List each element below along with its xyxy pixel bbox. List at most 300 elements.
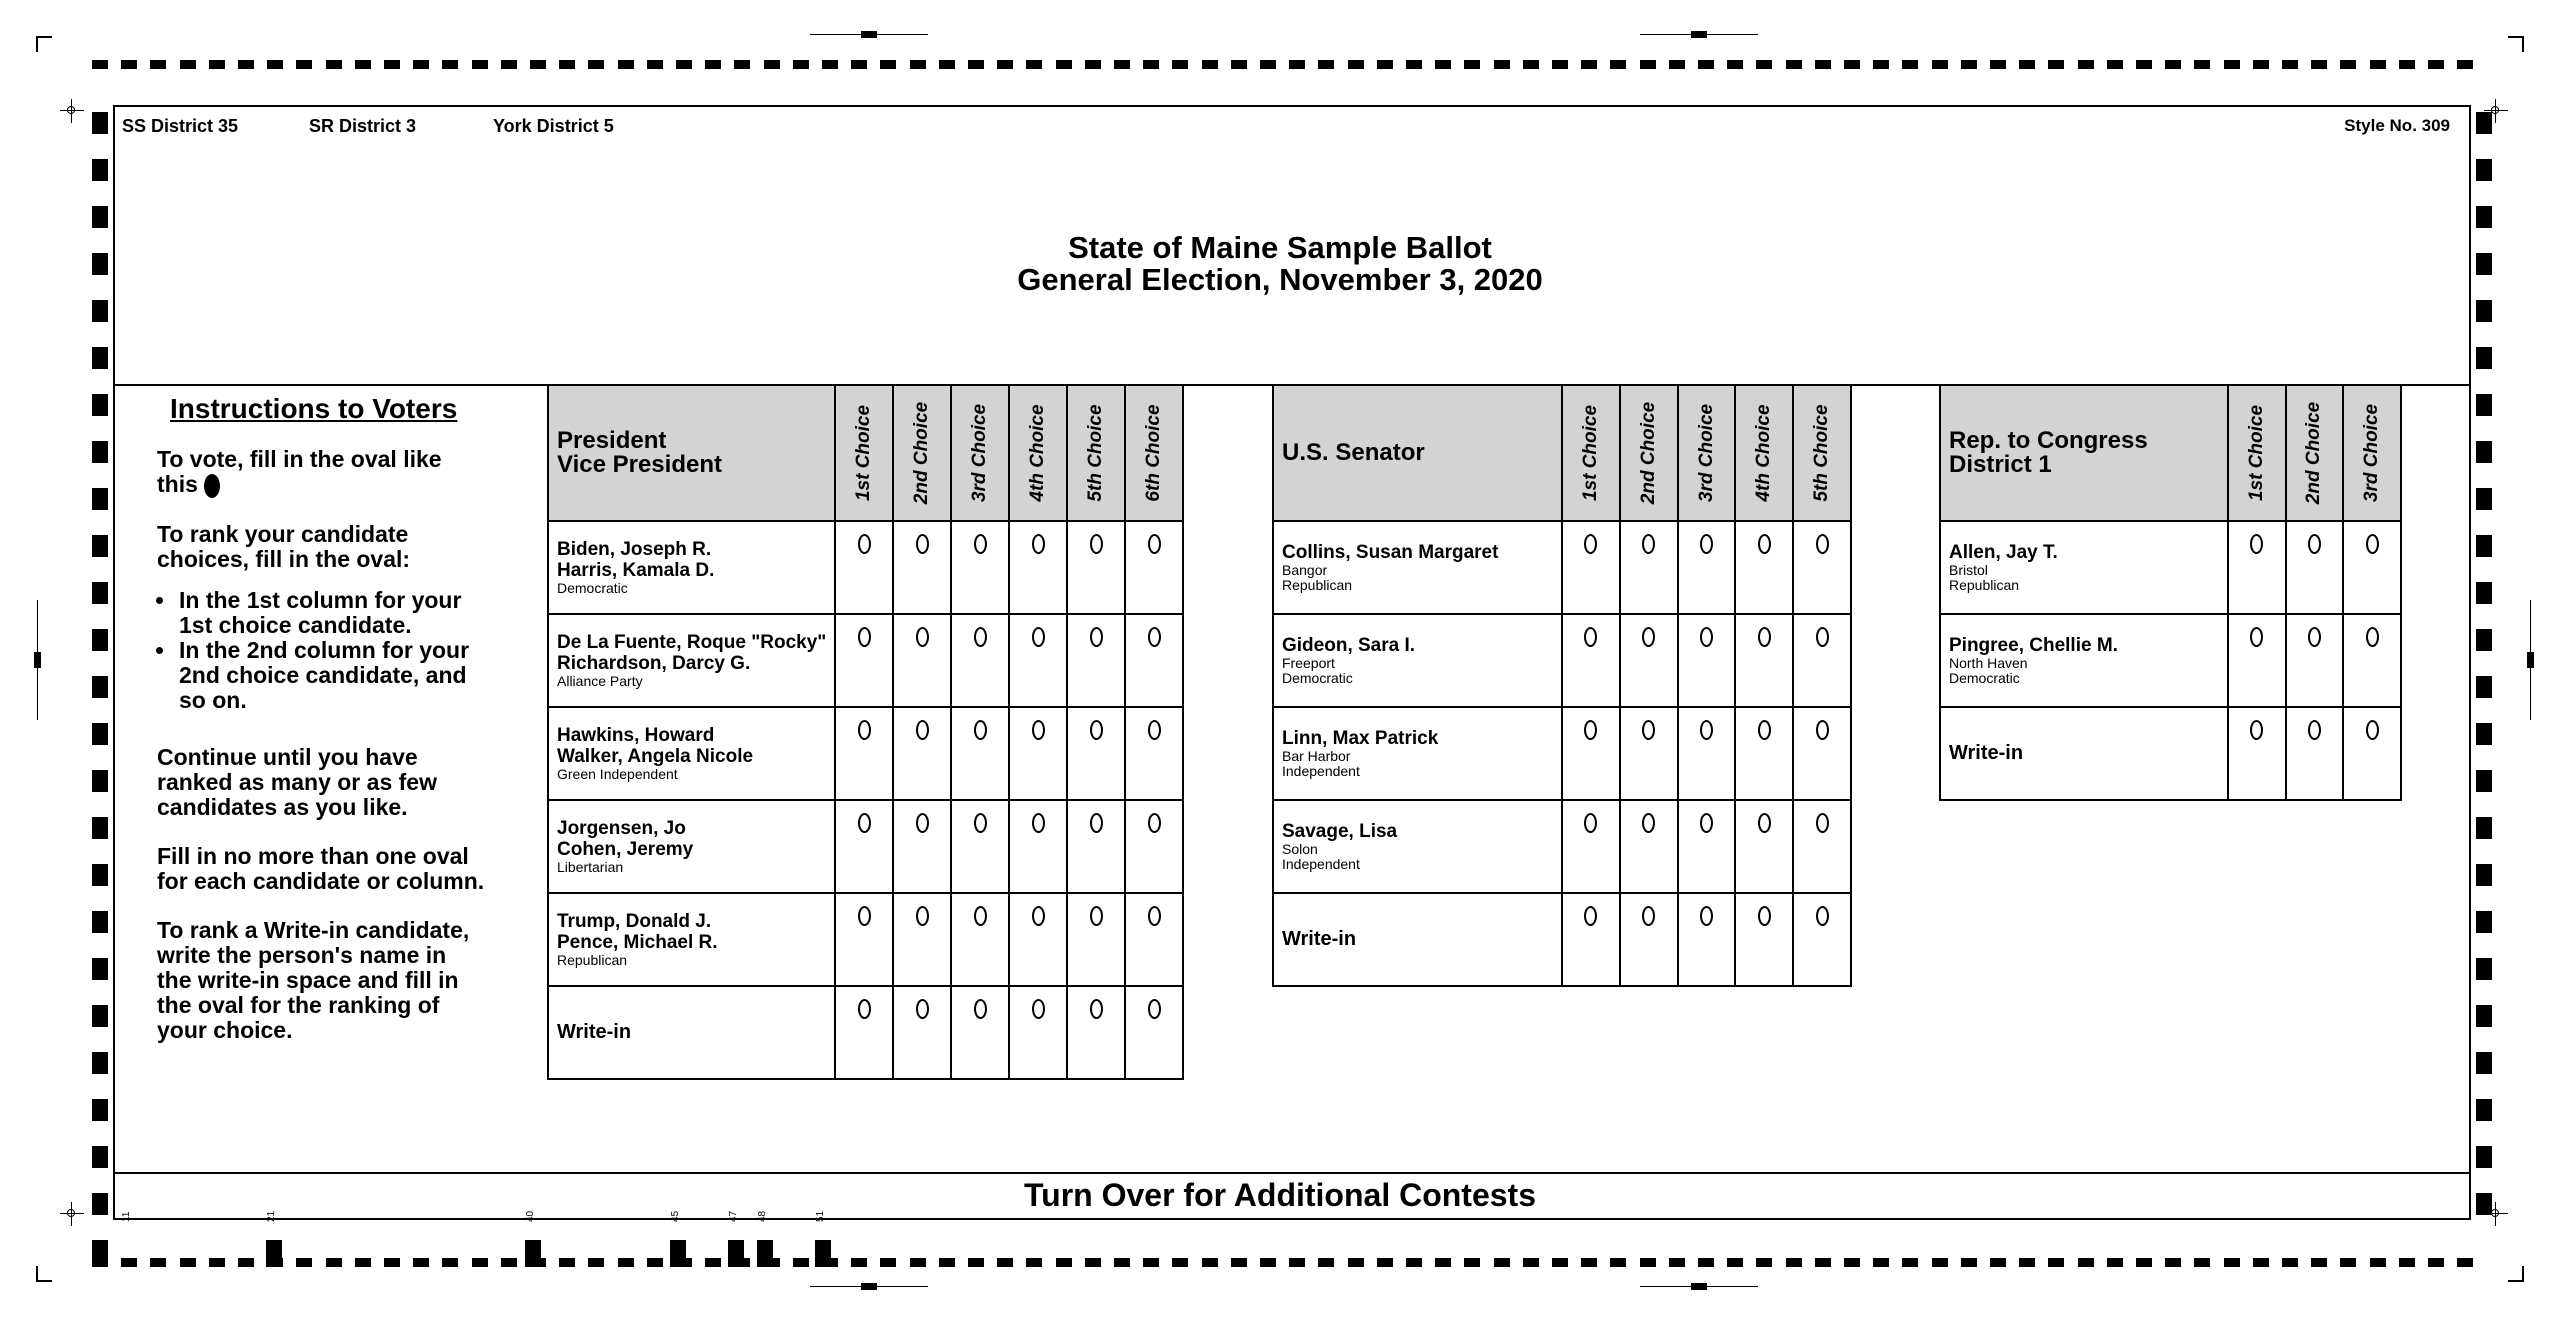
writein-row — [1940, 707, 2401, 800]
writein-cell[interactable] — [548, 986, 835, 1079]
timing-mark — [525, 1240, 541, 1267]
timing-number: 48 — [757, 1210, 768, 1222]
timing-mark — [1932, 1258, 1948, 1267]
vote-oval-cell[interactable] — [1562, 893, 1620, 986]
timing-mark — [92, 1005, 108, 1027]
timing-mark — [1815, 1258, 1831, 1267]
vote-oval-cell[interactable] — [1125, 521, 1183, 614]
vote-oval[interactable] — [2366, 534, 2379, 554]
vote-oval[interactable] — [858, 813, 871, 833]
vote-oval[interactable] — [2308, 720, 2321, 740]
candidate-cell — [548, 800, 835, 893]
vote-oval-cell[interactable] — [1678, 893, 1736, 986]
vote-oval-cell[interactable] — [1793, 521, 1851, 614]
timing-mark — [1085, 60, 1101, 69]
office-congress-line1: Rep. to Congress — [1949, 427, 2148, 454]
running-mate-name: Harris, Kamala D. — [557, 560, 715, 581]
timing-mark — [2476, 1052, 2492, 1074]
vote-oval-cell[interactable] — [835, 614, 893, 707]
timing-mark — [1289, 1258, 1305, 1267]
vote-oval-cell[interactable] — [1067, 893, 1125, 986]
vote-oval[interactable] — [974, 813, 987, 833]
candidate-cell — [548, 521, 835, 614]
vote-oval-cell[interactable] — [2286, 521, 2344, 614]
vote-oval[interactable] — [1148, 906, 1161, 926]
vote-oval[interactable] — [2250, 627, 2263, 647]
vote-oval[interactable] — [2308, 534, 2321, 554]
vote-oval[interactable] — [1032, 999, 1045, 1019]
vote-oval[interactable] — [1032, 906, 1045, 926]
writein-row — [548, 986, 1183, 1079]
vote-oval[interactable] — [1032, 534, 1045, 554]
vote-oval-cell[interactable] — [951, 614, 1009, 707]
timing-mark — [1494, 60, 1510, 69]
timing-mark — [968, 60, 984, 69]
timing-mark — [851, 1258, 867, 1267]
vote-oval-cell[interactable] — [1125, 986, 1183, 1079]
timing-mark — [442, 60, 458, 69]
vote-oval[interactable] — [1816, 813, 1829, 833]
vote-oval[interactable] — [1090, 627, 1103, 647]
timing-mark — [326, 1258, 342, 1267]
timing-mark — [1143, 1258, 1159, 1267]
vote-oval-cell[interactable] — [951, 893, 1009, 986]
timing-mark — [472, 1258, 488, 1267]
timing-mark — [2311, 60, 2327, 69]
timing-mark — [266, 1240, 282, 1267]
vote-oval-cell[interactable] — [951, 800, 1009, 893]
timing-number: 51 — [815, 1210, 826, 1222]
vote-oval-cell[interactable] — [1009, 614, 1067, 707]
timing-mark — [2476, 441, 2492, 463]
timing-mark — [1698, 60, 1714, 69]
vote-oval-cell[interactable] — [1125, 893, 1183, 986]
timing-number: 47 — [728, 1210, 739, 1222]
timing-mark — [705, 1258, 721, 1267]
vote-oval-cell[interactable] — [1067, 707, 1125, 800]
vote-oval-cell[interactable] — [835, 707, 893, 800]
vote-oval[interactable] — [1148, 813, 1161, 833]
timing-mark — [2476, 958, 2492, 980]
vote-oval-cell[interactable] — [1735, 707, 1793, 800]
vote-oval[interactable] — [916, 627, 929, 647]
vote-oval-cell[interactable] — [1067, 521, 1125, 614]
vote-oval[interactable] — [2250, 534, 2263, 554]
vote-oval-cell[interactable] — [2228, 614, 2286, 707]
vote-oval-cell[interactable] — [1678, 614, 1736, 707]
timing-mark — [1932, 60, 1948, 69]
timing-mark — [1114, 60, 1130, 69]
style-number: Style No. 309 — [2344, 116, 2450, 135]
vote-oval-cell[interactable] — [1678, 707, 1736, 800]
vote-oval[interactable] — [974, 627, 987, 647]
writein-cell[interactable] — [1273, 893, 1562, 986]
vote-oval-cell[interactable] — [893, 707, 951, 800]
vote-oval[interactable] — [1032, 720, 1045, 740]
timing-mark — [2340, 1258, 2356, 1267]
timing-mark — [1815, 60, 1831, 69]
instructions-panel — [157, 393, 487, 1067]
candidate-cell — [1273, 521, 1562, 614]
vote-oval[interactable] — [1816, 906, 1829, 926]
vote-oval[interactable] — [2366, 627, 2379, 647]
candidate-party: Republican — [1282, 577, 1353, 593]
vote-oval[interactable] — [1700, 813, 1713, 833]
vote-oval[interactable] — [974, 999, 987, 1019]
timing-mark — [1902, 1258, 1918, 1267]
vote-oval-cell[interactable] — [1620, 893, 1678, 986]
vote-oval-cell[interactable] — [1009, 986, 1067, 1079]
district-york: York District 5 — [493, 116, 614, 136]
candidate-party: Green Independent — [557, 766, 678, 782]
candidate-name: Pingree, Chellie M. — [1949, 635, 2118, 656]
timing-mark — [1698, 1258, 1714, 1267]
vote-oval-cell[interactable] — [1562, 521, 1620, 614]
timing-mark — [1756, 1258, 1772, 1267]
ballot-subtitle: General Election, November 3, 2020 — [1017, 262, 1543, 297]
vote-oval-cell[interactable] — [1125, 614, 1183, 707]
candidate-row — [548, 800, 1183, 893]
vote-oval[interactable] — [2308, 627, 2321, 647]
vote-oval-cell[interactable] — [1562, 707, 1620, 800]
vote-oval-cell[interactable] — [893, 614, 951, 707]
candidate-cell — [1273, 614, 1562, 707]
vote-oval-cell[interactable] — [893, 986, 951, 1079]
timing-mark — [92, 441, 108, 463]
vote-oval[interactable] — [1642, 534, 1655, 554]
candidate-party: Democratic — [1949, 670, 2020, 686]
vote-oval-cell[interactable] — [1009, 893, 1067, 986]
candidate-row — [548, 614, 1183, 707]
timing-mark — [92, 112, 108, 134]
vote-oval-cell[interactable] — [893, 893, 951, 986]
instruction-continue: Continue until you have ranked as many or as few candidates as you like. — [157, 743, 437, 820]
vote-oval[interactable] — [1090, 813, 1103, 833]
vote-oval-cell[interactable] — [1067, 614, 1125, 707]
timing-mark — [92, 347, 108, 369]
vote-oval-cell[interactable] — [1793, 614, 1851, 707]
timing-mark — [2476, 864, 2492, 886]
vote-oval-cell[interactable] — [1067, 986, 1125, 1079]
timing-mark — [2282, 1258, 2298, 1267]
vote-oval-cell[interactable] — [1620, 800, 1678, 893]
timing-mark — [2019, 60, 2035, 69]
vote-oval-cell[interactable] — [1125, 800, 1183, 893]
footer-separator — [113, 1172, 2471, 1174]
vote-oval-cell[interactable] — [1009, 707, 1067, 800]
vote-oval[interactable] — [1584, 906, 1597, 926]
vote-oval[interactable] — [1032, 813, 1045, 833]
timing-mark — [1435, 60, 1451, 69]
timing-mark — [92, 60, 108, 69]
contest-senator — [1272, 384, 1852, 987]
vote-oval[interactable] — [2250, 720, 2263, 740]
vote-oval[interactable] — [1584, 813, 1597, 833]
timing-mark — [413, 60, 429, 69]
timing-mark — [793, 60, 809, 69]
vote-oval-cell[interactable] — [893, 521, 951, 614]
vote-oval-cell[interactable] — [835, 986, 893, 1079]
timing-mark — [92, 535, 108, 557]
vote-oval-cell[interactable] — [1562, 800, 1620, 893]
timing-mark — [2476, 1005, 2492, 1027]
vote-oval[interactable] — [1148, 999, 1161, 1019]
candidate-row — [548, 893, 1183, 986]
timing-mark — [92, 488, 108, 510]
vote-oval[interactable] — [1700, 534, 1713, 554]
corner-mark-top-right — [2508, 36, 2524, 52]
candidate-cell — [1940, 521, 2228, 614]
vote-oval[interactable] — [1090, 720, 1103, 740]
vote-oval[interactable] — [1816, 720, 1829, 740]
timing-mark — [121, 60, 137, 69]
timing-mark — [1406, 1258, 1422, 1267]
timing-mark — [1523, 1258, 1539, 1267]
candidate-cell — [1273, 707, 1562, 800]
instruction-vote — [157, 447, 487, 498]
vote-oval[interactable] — [1642, 906, 1655, 926]
vote-oval-cell[interactable] — [893, 800, 951, 893]
vote-oval[interactable] — [1758, 906, 1771, 926]
timing-mark — [1610, 60, 1626, 69]
office-vice-president-line2: Vice President — [557, 451, 722, 478]
timing-mark — [1873, 60, 1889, 69]
vote-oval[interactable] — [1700, 906, 1713, 926]
timing-mark — [676, 60, 692, 69]
running-mate-name: Walker, Angela Nicole — [557, 746, 754, 767]
vote-oval-cell[interactable] — [951, 986, 1009, 1079]
vote-oval[interactable] — [916, 813, 929, 833]
timing-mark — [2428, 1258, 2444, 1267]
candidate-row — [1273, 707, 1851, 800]
vote-oval-cell[interactable] — [2343, 521, 2401, 614]
timing-mark — [92, 1146, 108, 1168]
timing-mark — [92, 206, 108, 228]
timing-mark — [1202, 1258, 1218, 1267]
vote-oval-cell[interactable] — [1678, 521, 1736, 614]
timing-mark — [2107, 1258, 2123, 1267]
vote-oval[interactable] — [916, 906, 929, 926]
vote-oval[interactable] — [1642, 720, 1655, 740]
vote-oval-cell[interactable] — [2343, 614, 2401, 707]
candidate-town: Solon — [1282, 841, 1318, 857]
timing-mark — [1640, 1258, 1656, 1267]
vote-oval-cell[interactable] — [1562, 614, 1620, 707]
instruction-bullet-1: • In the 1st column for your 1st choice candidate. — [177, 588, 487, 638]
choice-header: 2nd Choice — [2286, 385, 2344, 521]
vote-oval[interactable] — [858, 720, 871, 740]
vote-oval-cell[interactable] — [2228, 707, 2286, 800]
vote-oval[interactable] — [1642, 813, 1655, 833]
vote-oval-cell[interactable] — [1620, 521, 1678, 614]
vote-oval[interactable] — [1584, 534, 1597, 554]
candidate-cell — [1273, 800, 1562, 893]
vote-oval[interactable] — [1584, 720, 1597, 740]
vote-oval-cell[interactable] — [951, 707, 1009, 800]
vote-oval[interactable] — [858, 534, 871, 554]
timing-mark — [2224, 60, 2240, 69]
instruction-rank: To rank your candidate choices, fill in the oval: — [157, 520, 411, 572]
vote-oval-cell[interactable] — [835, 893, 893, 986]
candidate-cell — [548, 707, 835, 800]
timing-mark — [1552, 60, 1568, 69]
timing-mark — [1377, 60, 1393, 69]
vote-oval-cell[interactable] — [835, 800, 893, 893]
timing-mark — [2194, 1258, 2210, 1267]
vote-oval[interactable] — [2366, 720, 2379, 740]
vote-oval-cell[interactable] — [1009, 800, 1067, 893]
timing-mark — [92, 582, 108, 604]
timing-mark — [880, 1258, 896, 1267]
timing-mark — [1318, 1258, 1334, 1267]
candidate-name: Hawkins, Howard — [557, 725, 715, 746]
vote-oval-cell[interactable] — [2286, 707, 2344, 800]
timing-mark — [150, 60, 166, 69]
filled-oval-icon — [204, 474, 220, 498]
footer-turn-over: Turn Over for Additional Contests — [1023, 1177, 1536, 1213]
timing-mark — [1026, 1258, 1042, 1267]
timing-mark — [92, 723, 108, 745]
candidate-town: Bar Harbor — [1282, 748, 1351, 764]
vote-oval[interactable] — [916, 534, 929, 554]
timing-mark — [2107, 60, 2123, 69]
writein-cell[interactable] — [1940, 707, 2228, 800]
choice-header: 5th Choice — [1067, 385, 1125, 521]
timing-mark — [1464, 1258, 1480, 1267]
instruction-bullets — [157, 588, 487, 713]
timing-mark — [705, 60, 721, 69]
writein-label: Write-in — [1282, 928, 1357, 950]
vote-oval-cell[interactable] — [1735, 521, 1793, 614]
vote-oval[interactable] — [1090, 906, 1103, 926]
vote-oval-cell[interactable] — [1620, 707, 1678, 800]
choice-header: 6th Choice — [1125, 385, 1183, 521]
choice-header: 4th Choice — [1735, 385, 1793, 521]
timing-mark — [815, 1240, 831, 1267]
vote-oval-cell[interactable] — [2343, 707, 2401, 800]
vote-oval-cell[interactable] — [835, 521, 893, 614]
registration-mark-top-2-block — [1691, 31, 1707, 38]
candidate-cell — [548, 893, 835, 986]
vote-oval[interactable] — [1584, 627, 1597, 647]
timing-mark — [2136, 60, 2152, 69]
vote-oval-cell[interactable] — [1735, 893, 1793, 986]
vote-oval-cell[interactable] — [1793, 893, 1851, 986]
vote-oval[interactable] — [1816, 627, 1829, 647]
timing-mark — [2194, 60, 2210, 69]
vote-oval[interactable] — [916, 720, 929, 740]
vote-oval[interactable] — [1700, 627, 1713, 647]
timing-mark — [1990, 60, 2006, 69]
candidate-town: Bangor — [1282, 562, 1328, 578]
timing-mark — [559, 60, 575, 69]
candidate-row — [1273, 614, 1851, 707]
timing-mark — [1873, 1258, 1889, 1267]
vote-oval[interactable] — [1642, 627, 1655, 647]
vote-oval-cell[interactable] — [1793, 707, 1851, 800]
vote-oval-cell[interactable] — [1067, 800, 1125, 893]
vote-oval[interactable] — [974, 906, 987, 926]
choice-header: 4th Choice — [1009, 385, 1067, 521]
crosshair-top-left — [60, 99, 84, 123]
vote-oval[interactable] — [858, 627, 871, 647]
timing-mark — [472, 60, 488, 69]
vote-oval[interactable] — [858, 999, 871, 1019]
candidate-party: Libertarian — [557, 859, 624, 875]
vote-oval[interactable] — [974, 534, 987, 554]
vote-oval[interactable] — [916, 999, 929, 1019]
vote-oval-cell[interactable] — [2286, 614, 2344, 707]
choice-header: 3rd Choice — [2343, 385, 2401, 521]
candidate-row — [1940, 521, 2401, 614]
timing-mark — [997, 60, 1013, 69]
timing-mark — [2476, 629, 2492, 651]
timing-mark — [997, 1258, 1013, 1267]
timing-mark — [2476, 1146, 2492, 1168]
candidate-row — [548, 707, 1183, 800]
timing-mark — [764, 60, 780, 69]
vote-oval[interactable] — [1032, 627, 1045, 647]
choice-header: 1st Choice — [2228, 385, 2286, 521]
vote-oval-cell[interactable] — [1009, 521, 1067, 614]
vote-oval[interactable] — [1090, 534, 1103, 554]
timing-mark — [121, 1258, 137, 1267]
timing-mark — [1610, 1258, 1626, 1267]
timing-mark — [92, 676, 108, 698]
timing-mark — [1727, 1258, 1743, 1267]
vote-oval[interactable] — [974, 720, 987, 740]
running-mate-name: Cohen, Jeremy — [557, 839, 694, 860]
candidate-row — [548, 521, 1183, 614]
vote-oval-cell[interactable] — [951, 521, 1009, 614]
office-senator: U.S. Senator — [1273, 385, 1562, 521]
vote-oval[interactable] — [1758, 720, 1771, 740]
vote-oval[interactable] — [858, 906, 871, 926]
vote-oval-cell[interactable] — [1620, 614, 1678, 707]
contest-president — [547, 384, 1184, 1080]
vote-oval-cell[interactable] — [1125, 707, 1183, 800]
running-mate-name: Pence, Michael R. — [557, 932, 718, 953]
vote-oval[interactable] — [1758, 813, 1771, 833]
vote-oval[interactable] — [1758, 534, 1771, 554]
timing-mark — [1494, 1258, 1510, 1267]
vote-oval-cell[interactable] — [2228, 521, 2286, 614]
vote-oval-cell[interactable] — [1735, 800, 1793, 893]
vote-oval-cell[interactable] — [1678, 800, 1736, 893]
candidate-name: De La Fuente, Roque "Rocky" — [557, 632, 827, 653]
registration-mark-top-1-block — [861, 31, 877, 38]
vote-oval[interactable] — [1700, 720, 1713, 740]
timing-mark — [384, 1258, 400, 1267]
timing-mark — [618, 1258, 634, 1267]
vote-oval[interactable] — [1148, 627, 1161, 647]
ballot-title: State of Maine Sample Ballot — [1068, 230, 1492, 265]
timing-mark — [92, 394, 108, 416]
timing-mark — [2340, 60, 2356, 69]
vote-oval[interactable] — [1090, 999, 1103, 1019]
vote-oval[interactable] — [1758, 627, 1771, 647]
vote-oval[interactable] — [1148, 534, 1161, 554]
candidate-name: Collins, Susan Margaret — [1282, 542, 1499, 563]
timing-mark — [2019, 1258, 2035, 1267]
vote-oval[interactable] — [1816, 534, 1829, 554]
timing-mark — [728, 1240, 744, 1267]
vote-oval-cell[interactable] — [1735, 614, 1793, 707]
vote-oval-cell[interactable] — [1793, 800, 1851, 893]
vote-oval[interactable] — [1148, 720, 1161, 740]
candidate-town: Bristol — [1949, 562, 1988, 578]
office-president-line1: President — [557, 427, 667, 454]
